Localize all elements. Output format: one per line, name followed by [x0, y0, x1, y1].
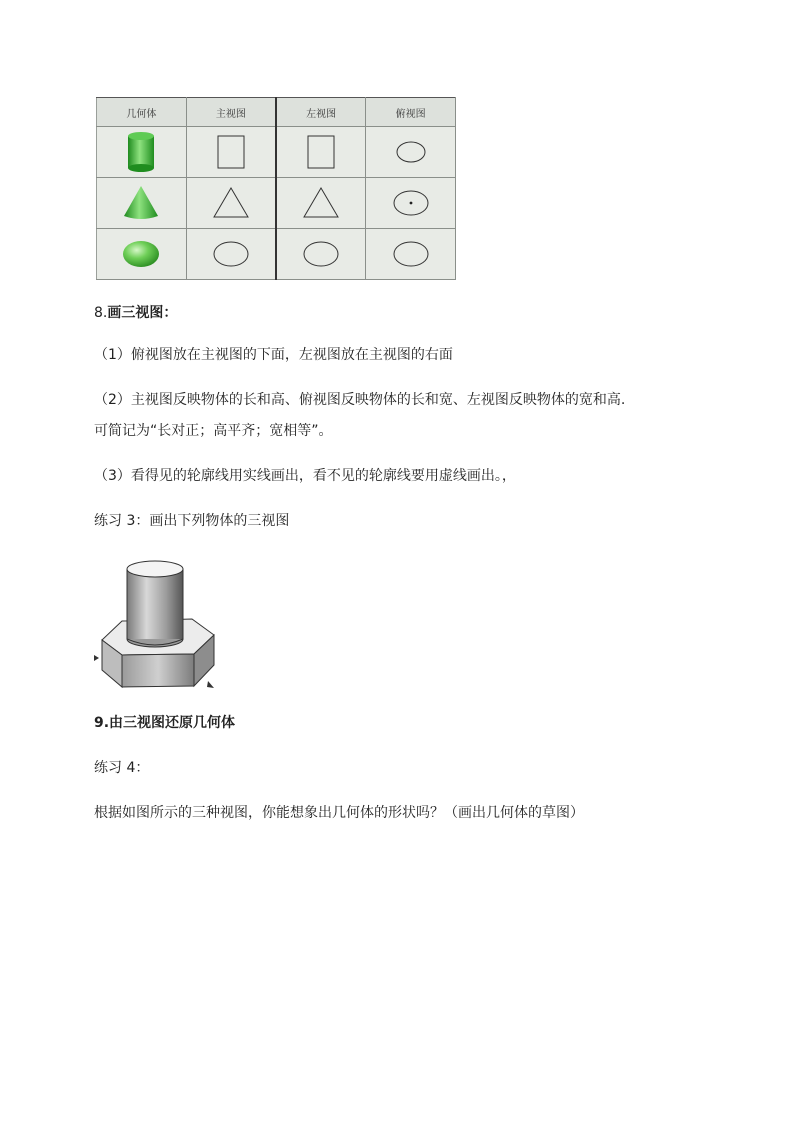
section-8-item-3: （3）看得见的轮廓线用实线画出，看不见的轮廓线要用虚线画出。，: [94, 468, 516, 484]
circle-top-view: [391, 238, 431, 270]
sphere-icon: [121, 239, 161, 269]
circle-front-view: [211, 238, 251, 270]
exercise-4-question: 根据如图所示的三种视图，你能想象出几何体的形状吗？（画出几何体的草图）: [94, 805, 584, 821]
table-row: [97, 178, 456, 229]
cone-icon: [121, 184, 161, 222]
rectangle-left-view: [306, 134, 336, 170]
exercise-3-label: 练习 3：画出下列物体的三视图: [94, 513, 290, 529]
section-8-title: 8.画三视图：: [94, 305, 178, 321]
circle-left-view: [301, 238, 341, 270]
cylinder-icon: [124, 131, 158, 173]
section-8-item-2-line-1: （2）主视图反映物体的长和高、俯视图反映物体的长和宽、左视图反映物体的宽和高.: [94, 392, 626, 408]
header-front-view: 主视图: [186, 98, 276, 127]
section-9-title: 9.由三视图还原几何体: [94, 715, 236, 731]
cylinder-on-hexagonal-prism-figure: [94, 557, 224, 692]
three-views-table: [96, 97, 456, 280]
table-row: [97, 229, 456, 280]
circle-top-view: [394, 139, 428, 165]
table-row: [97, 127, 456, 178]
table-header-row: [97, 98, 456, 127]
exercise-4-label: 练习 4：: [94, 760, 150, 776]
section-8-item-2-line-2: 可简记为“长对正；高平齐；宽相等”。: [94, 423, 333, 439]
rectangle-front-view: [216, 134, 246, 170]
section-8-item-1: （1）俯视图放在主视图的下面，左视图放在主视图的右面: [94, 347, 453, 363]
header-top-view: 俯视图: [366, 98, 456, 127]
header-solid: 几何体: [97, 98, 187, 127]
triangle-left-view: [301, 185, 341, 221]
circle-with-dot-top-view: [391, 187, 431, 219]
triangle-front-view: [211, 185, 251, 221]
header-left-view: 左视图: [276, 98, 366, 127]
